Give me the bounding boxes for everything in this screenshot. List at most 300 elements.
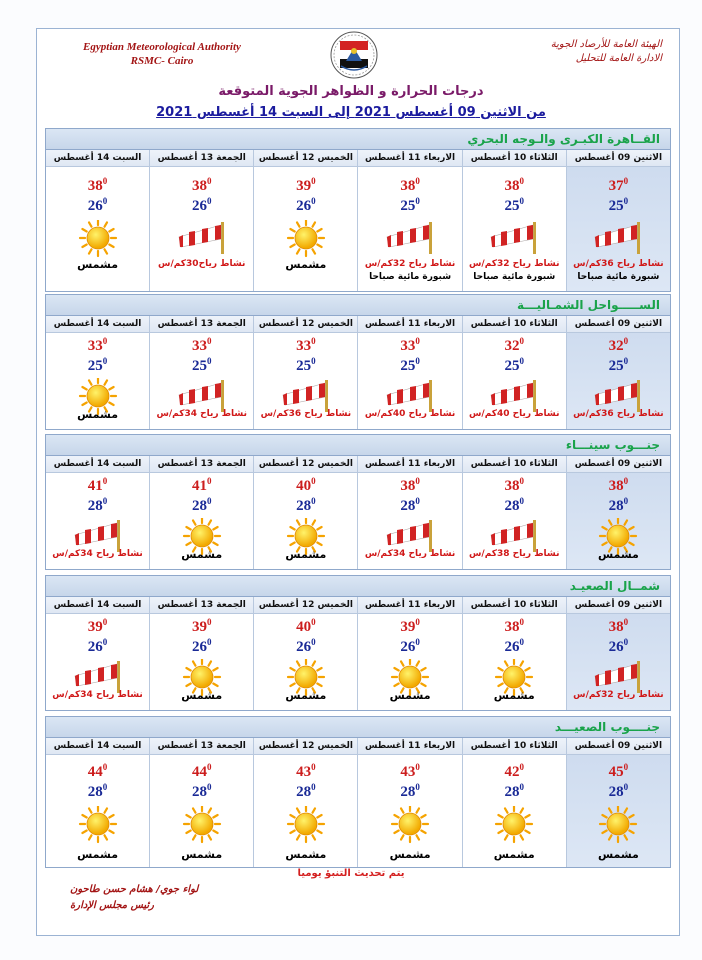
day-cell [462,316,566,429]
max-temp-value: 38 [504,478,520,494]
max-temp-value: 45 [608,764,624,780]
condition-text [46,548,149,561]
max-temp-value: 37 [608,178,624,194]
min-temp [254,358,357,375]
max-temp [46,478,149,495]
region-title: جنـــوب سينـــاء [565,438,660,452]
degree-mark: 0 [519,617,524,627]
condition-line1: مشمس [285,548,327,561]
signature-title: رئيس مجلس الإدارة [70,900,154,911]
condition-text [463,689,566,702]
degree-mark: 0 [206,196,212,206]
max-temp-value: 40 [296,478,312,494]
day-cell [357,150,461,291]
condition-text [567,258,670,284]
day-cell [566,150,670,291]
degree-mark: 0 [623,356,629,366]
condition-text [463,258,566,284]
condition-text [567,689,670,702]
min-temp-value: 28 [296,784,312,800]
degree-mark: 0 [623,476,629,486]
day-cell [566,597,670,710]
condition-line1: نشاط رياح 40كم/س [468,409,560,419]
day-label: الجمعة 13 أغسطس [150,738,253,755]
min-temp [254,198,357,215]
max-temp [254,338,357,355]
condition-line1: مشمس [77,408,119,421]
condition-line1: نشاط رياح 32كم/س [573,690,664,700]
min-temp-value: 28 [191,498,207,514]
day-cell [253,456,357,569]
condition-text [567,408,670,421]
max-temp-value: 38 [87,178,103,194]
min-temp [567,198,670,215]
min-temp [567,358,670,375]
condition-line1: مشمس [285,258,327,271]
min-temp-value: 28 [608,784,624,800]
condition-line1: نشاط رياح 34كم/س [52,549,143,559]
max-temp-value: 44 [87,764,103,780]
max-temp-value: 44 [191,764,207,780]
degree-mark: 0 [206,637,212,647]
day-label: الثلاثاء 10 أغسطس [463,597,566,614]
degree-mark: 0 [102,496,108,506]
condition-line1: نشاط رياح 36كم/س [260,409,352,419]
condition-text [463,548,566,561]
max-temp [254,764,357,781]
degree-mark: 0 [311,496,316,506]
day-label: الاثنين 09 أغسطس [567,456,670,473]
max-temp [150,338,253,355]
condition-line1: مشمس [181,848,223,861]
day-cell [149,456,253,569]
min-temp [254,639,357,656]
day-cell [149,738,253,867]
min-temp-value: 26 [87,639,103,655]
condition-line1: نشاط رياح 34كم/س [364,549,456,559]
day-label: الاربعاء 11 أغسطس [358,597,461,614]
windsock-icon [591,220,645,258]
sun-icon [284,806,328,848]
condition-line1: نشاط رياح 38كم/س [468,549,560,559]
degree-mark: 0 [206,762,212,772]
degree-mark: 0 [623,336,629,346]
min-temp-value: 28 [87,784,103,800]
windsock-icon [487,220,541,258]
max-temp [463,619,566,636]
degree-mark: 0 [415,637,420,647]
min-temp [463,784,566,801]
condition-line1: نشاط رياح 40كم/س [364,409,456,419]
degree-mark: 0 [415,762,420,772]
min-temp-value: 26 [87,198,103,214]
min-temp [567,784,670,801]
condition-line1: نشاط رياح30كم/س [158,259,246,269]
min-temp [358,784,461,801]
max-temp-value: 38 [608,478,624,494]
condition-line1: نشاط رياح 36كم/س [573,409,664,419]
day-cell [46,316,149,429]
condition-line1: نشاط رياح 32كم/س [468,259,560,269]
max-temp [358,764,461,781]
min-temp [358,198,461,215]
day-cell [253,738,357,867]
condition-line1: نشاط رياح 32كم/س [364,259,456,269]
region-title: القــاهرة الكبـرى والـوجه البحري [467,132,660,146]
day-label: السبت 14 أغسطس [46,456,149,473]
condition-text [150,548,253,561]
min-temp-value: 26 [191,198,207,214]
sun-icon [388,806,432,848]
condition-text [150,689,253,702]
degree-mark: 0 [311,176,316,186]
max-temp-value: 41 [87,478,103,494]
max-temp-value: 42 [504,764,520,780]
max-temp [150,478,253,495]
max-temp-value: 39 [191,619,207,635]
org-name-arabic [480,38,662,66]
max-temp [254,619,357,636]
org-name-english [62,40,262,68]
min-temp [150,784,253,801]
forecast-period: من الاثنين 09 أغسطس 2021 إلى السبت 14 أغسطس 2021 [156,105,546,120]
sun-icon [76,220,120,262]
min-temp-value: 25 [87,358,103,374]
org-name-english-line1: Egyptian Meteorological Authority [83,41,241,53]
day-label: الثلاثاء 10 أغسطس [463,738,566,755]
day-label: الجمعة 13 أغسطس [150,456,253,473]
min-temp-value: 25 [504,358,520,374]
condition-text [358,689,461,702]
max-temp-value: 33 [87,338,103,354]
degree-mark: 0 [519,782,524,792]
degree-mark: 0 [311,196,316,206]
org-name-arabic-line2: الادارة العامة للتحليل [575,53,662,64]
days-row [46,738,670,867]
day-label: الثلاثاء 10 أغسطس [463,456,566,473]
min-temp [150,639,253,656]
day-cell [46,597,149,710]
region-section [45,716,671,868]
degree-mark: 0 [102,782,108,792]
max-temp [254,178,357,195]
max-temp [463,478,566,495]
condition-line1: نشاط رياح 36كم/س [573,259,664,269]
degree-mark: 0 [415,617,420,627]
max-temp-value: 32 [608,338,624,354]
min-temp [254,498,357,515]
min-temp [150,498,253,515]
max-temp [150,764,253,781]
degree-mark: 0 [311,336,316,346]
condition-line1: مشمس [597,848,639,861]
day-cell [46,738,149,867]
min-temp [254,784,357,801]
region-section [45,294,671,430]
condition-text [46,848,149,861]
windsock-icon [383,220,437,258]
day-label: السبت 14 أغسطس [46,597,149,614]
condition-line2: شبورة مائية صباحا [473,272,556,282]
days-row [46,150,670,291]
min-temp-value: 26 [504,639,520,655]
max-temp [567,338,670,355]
max-temp [150,619,253,636]
max-temp-value: 38 [400,178,416,194]
max-temp-value: 40 [296,619,312,635]
min-temp-value: 28 [87,498,103,514]
max-temp [358,338,461,355]
max-temp-value: 38 [608,619,624,635]
max-temp-value: 39 [400,619,416,635]
degree-mark: 0 [519,762,524,772]
degree-mark: 0 [519,637,524,647]
min-temp [46,198,149,215]
day-label: السبت 14 أغسطس [46,316,149,333]
condition-text [463,408,566,421]
min-temp-value: 25 [608,198,624,214]
day-cell [149,316,253,429]
degree-mark: 0 [311,762,316,772]
condition-text [254,848,357,861]
day-label: الاربعاء 11 أغسطس [358,456,461,473]
min-temp-value: 28 [400,784,416,800]
min-temp [46,498,149,515]
min-temp [463,639,566,656]
condition-text [567,848,670,861]
min-temp-value: 28 [608,498,624,514]
day-cell [462,738,566,867]
degree-mark: 0 [311,476,316,486]
day-label: الثلاثاء 10 أغسطس [463,316,566,333]
degree-mark: 0 [102,617,108,627]
day-label: الاربعاء 11 أغسطس [358,150,461,167]
max-temp-value: 43 [296,764,312,780]
days-row [46,456,670,569]
condition-line1: مشمس [285,689,327,702]
update-note: يتم تحديث التنبؤ يوميا [297,868,405,879]
region-title: جنــــوب الصعيـــد [554,720,660,734]
region-section [45,575,671,711]
day-cell [149,150,253,291]
min-temp [46,784,149,801]
org-name-english-line2: RSMC- Cairo [130,55,194,67]
degree-mark: 0 [415,476,420,486]
day-cell [462,597,566,710]
degree-mark: 0 [415,336,420,346]
day-cell [253,150,357,291]
max-temp-value: 33 [191,338,207,354]
condition-line1: مشمس [493,848,535,861]
max-temp-value: 43 [400,764,416,780]
min-temp-value: 26 [608,639,624,655]
day-cell [46,150,149,291]
condition-line1: مشمس [77,258,119,271]
condition-text [46,258,149,271]
degree-mark: 0 [206,356,212,366]
region-header [46,129,670,150]
max-temp [358,478,461,495]
max-temp [150,178,253,195]
min-temp-value: 28 [400,498,416,514]
max-temp-value: 33 [400,338,416,354]
condition-text [358,258,461,284]
min-temp-value: 25 [296,358,312,374]
degree-mark: 0 [311,782,316,792]
day-label: الاربعاء 11 أغسطس [358,738,461,755]
day-label: الخميس 12 أغسطس [254,316,357,333]
degree-mark: 0 [102,637,108,647]
degree-mark: 0 [623,496,629,506]
degree-mark: 0 [519,196,524,206]
condition-text [150,258,253,271]
day-cell [566,738,670,867]
condition-line1: مشمس [77,848,119,861]
degree-mark: 0 [415,196,420,206]
degree-mark: 0 [206,782,212,792]
day-cell [462,456,566,569]
min-temp-value: 26 [296,639,312,655]
degree-mark: 0 [206,496,212,506]
day-label: الاثنين 09 أغسطس [567,738,670,755]
degree-mark: 0 [206,176,212,186]
day-label: الخميس 12 أغسطس [254,597,357,614]
min-temp [46,358,149,375]
condition-line1: مشمس [493,689,535,702]
condition-text [150,848,253,861]
day-label: الجمعة 13 أغسطس [150,316,253,333]
condition-text [254,548,357,561]
max-temp-value: 39 [87,619,103,635]
region-section [45,128,671,292]
condition-text [358,548,461,561]
min-temp [463,498,566,515]
max-temp-value: 38 [400,478,416,494]
day-cell [462,150,566,291]
condition-line1: مشمس [181,548,223,561]
degree-mark: 0 [519,336,524,346]
condition-text [46,408,149,421]
condition-line1: مشمس [389,848,431,861]
max-temp-value: 41 [191,478,207,494]
region-header [46,576,670,597]
condition-text [358,848,461,861]
degree-mark: 0 [623,782,629,792]
max-temp-value: 32 [504,338,520,354]
condition-text [254,408,357,421]
min-temp-value: 25 [191,358,207,374]
day-cell [357,456,461,569]
sun-icon [596,806,640,848]
degree-mark: 0 [311,617,316,627]
org-name-arabic-line1: الهيئة العامة للأرصاد الجوية [550,39,662,50]
condition-line1: مشمس [597,548,639,561]
day-label: الجمعة 13 أغسطس [150,150,253,167]
day-cell [46,456,149,569]
forecast-title: درجات الحرارة و الظواهر الجوية المتوقعة [218,84,484,99]
condition-text [46,689,149,702]
degree-mark: 0 [519,476,524,486]
min-temp [150,198,253,215]
degree-mark: 0 [623,762,629,772]
sun-icon [180,806,224,848]
day-cell [566,456,670,569]
min-temp [358,498,461,515]
min-temp [463,198,566,215]
max-temp-value: 38 [191,178,207,194]
max-temp [358,178,461,195]
degree-mark: 0 [415,356,420,366]
max-temp-value: 33 [296,338,312,354]
condition-line2: شبورة مائية صباحا [369,272,452,282]
degree-mark: 0 [623,637,629,647]
max-temp [358,619,461,636]
max-temp [567,478,670,495]
day-cell [357,316,461,429]
region-header [46,435,670,456]
condition-text [254,689,357,702]
day-cell [149,597,253,710]
region-title: شمــال الصعيـد [569,579,660,593]
degree-mark: 0 [415,496,420,506]
degree-mark: 0 [102,336,108,346]
degree-mark: 0 [102,356,108,366]
region-title: الســـــواحل الشمـاليـــة [517,298,660,312]
day-label: الاربعاء 11 أغسطس [358,316,461,333]
day-cell [253,597,357,710]
day-label: الاثنين 09 أغسطس [567,316,670,333]
max-temp [254,478,357,495]
condition-line1: نشاط رياح 34كم/س [156,409,247,419]
condition-text [358,408,461,421]
condition-line1: مشمس [181,689,223,702]
degree-mark: 0 [519,176,524,186]
min-temp [150,358,253,375]
condition-line1: نشاط رياح 34كم/س [52,690,143,700]
condition-line2: شبورة مائية صباحا [577,272,660,282]
degree-mark: 0 [311,356,316,366]
max-temp [463,178,566,195]
max-temp [567,764,670,781]
day-label: الاثنين 09 أغسطس [567,150,670,167]
day-label: السبت 14 أغسطس [46,150,149,167]
degree-mark: 0 [102,476,108,486]
day-label: الجمعة 13 أغسطس [150,597,253,614]
condition-text [567,548,670,561]
min-temp [358,639,461,656]
day-label: السبت 14 أغسطس [46,738,149,755]
condition-line1: مشمس [285,848,327,861]
min-temp [567,639,670,656]
degree-mark: 0 [311,637,316,647]
max-temp [46,764,149,781]
min-temp-value: 25 [400,198,416,214]
max-temp [463,338,566,355]
sun-icon [284,220,328,262]
day-cell [566,316,670,429]
degree-mark: 0 [206,336,212,346]
day-cell [253,316,357,429]
ema-logo-icon [329,30,379,80]
degree-mark: 0 [415,782,420,792]
min-temp-value: 25 [608,358,624,374]
signature-name: لواء جوي/ هشام حسن طاحون [70,884,199,895]
min-temp-value: 26 [400,639,416,655]
sun-icon [492,806,536,848]
degree-mark: 0 [102,762,108,772]
day-label: الخميس 12 أغسطس [254,456,357,473]
max-temp-value: 38 [504,178,520,194]
